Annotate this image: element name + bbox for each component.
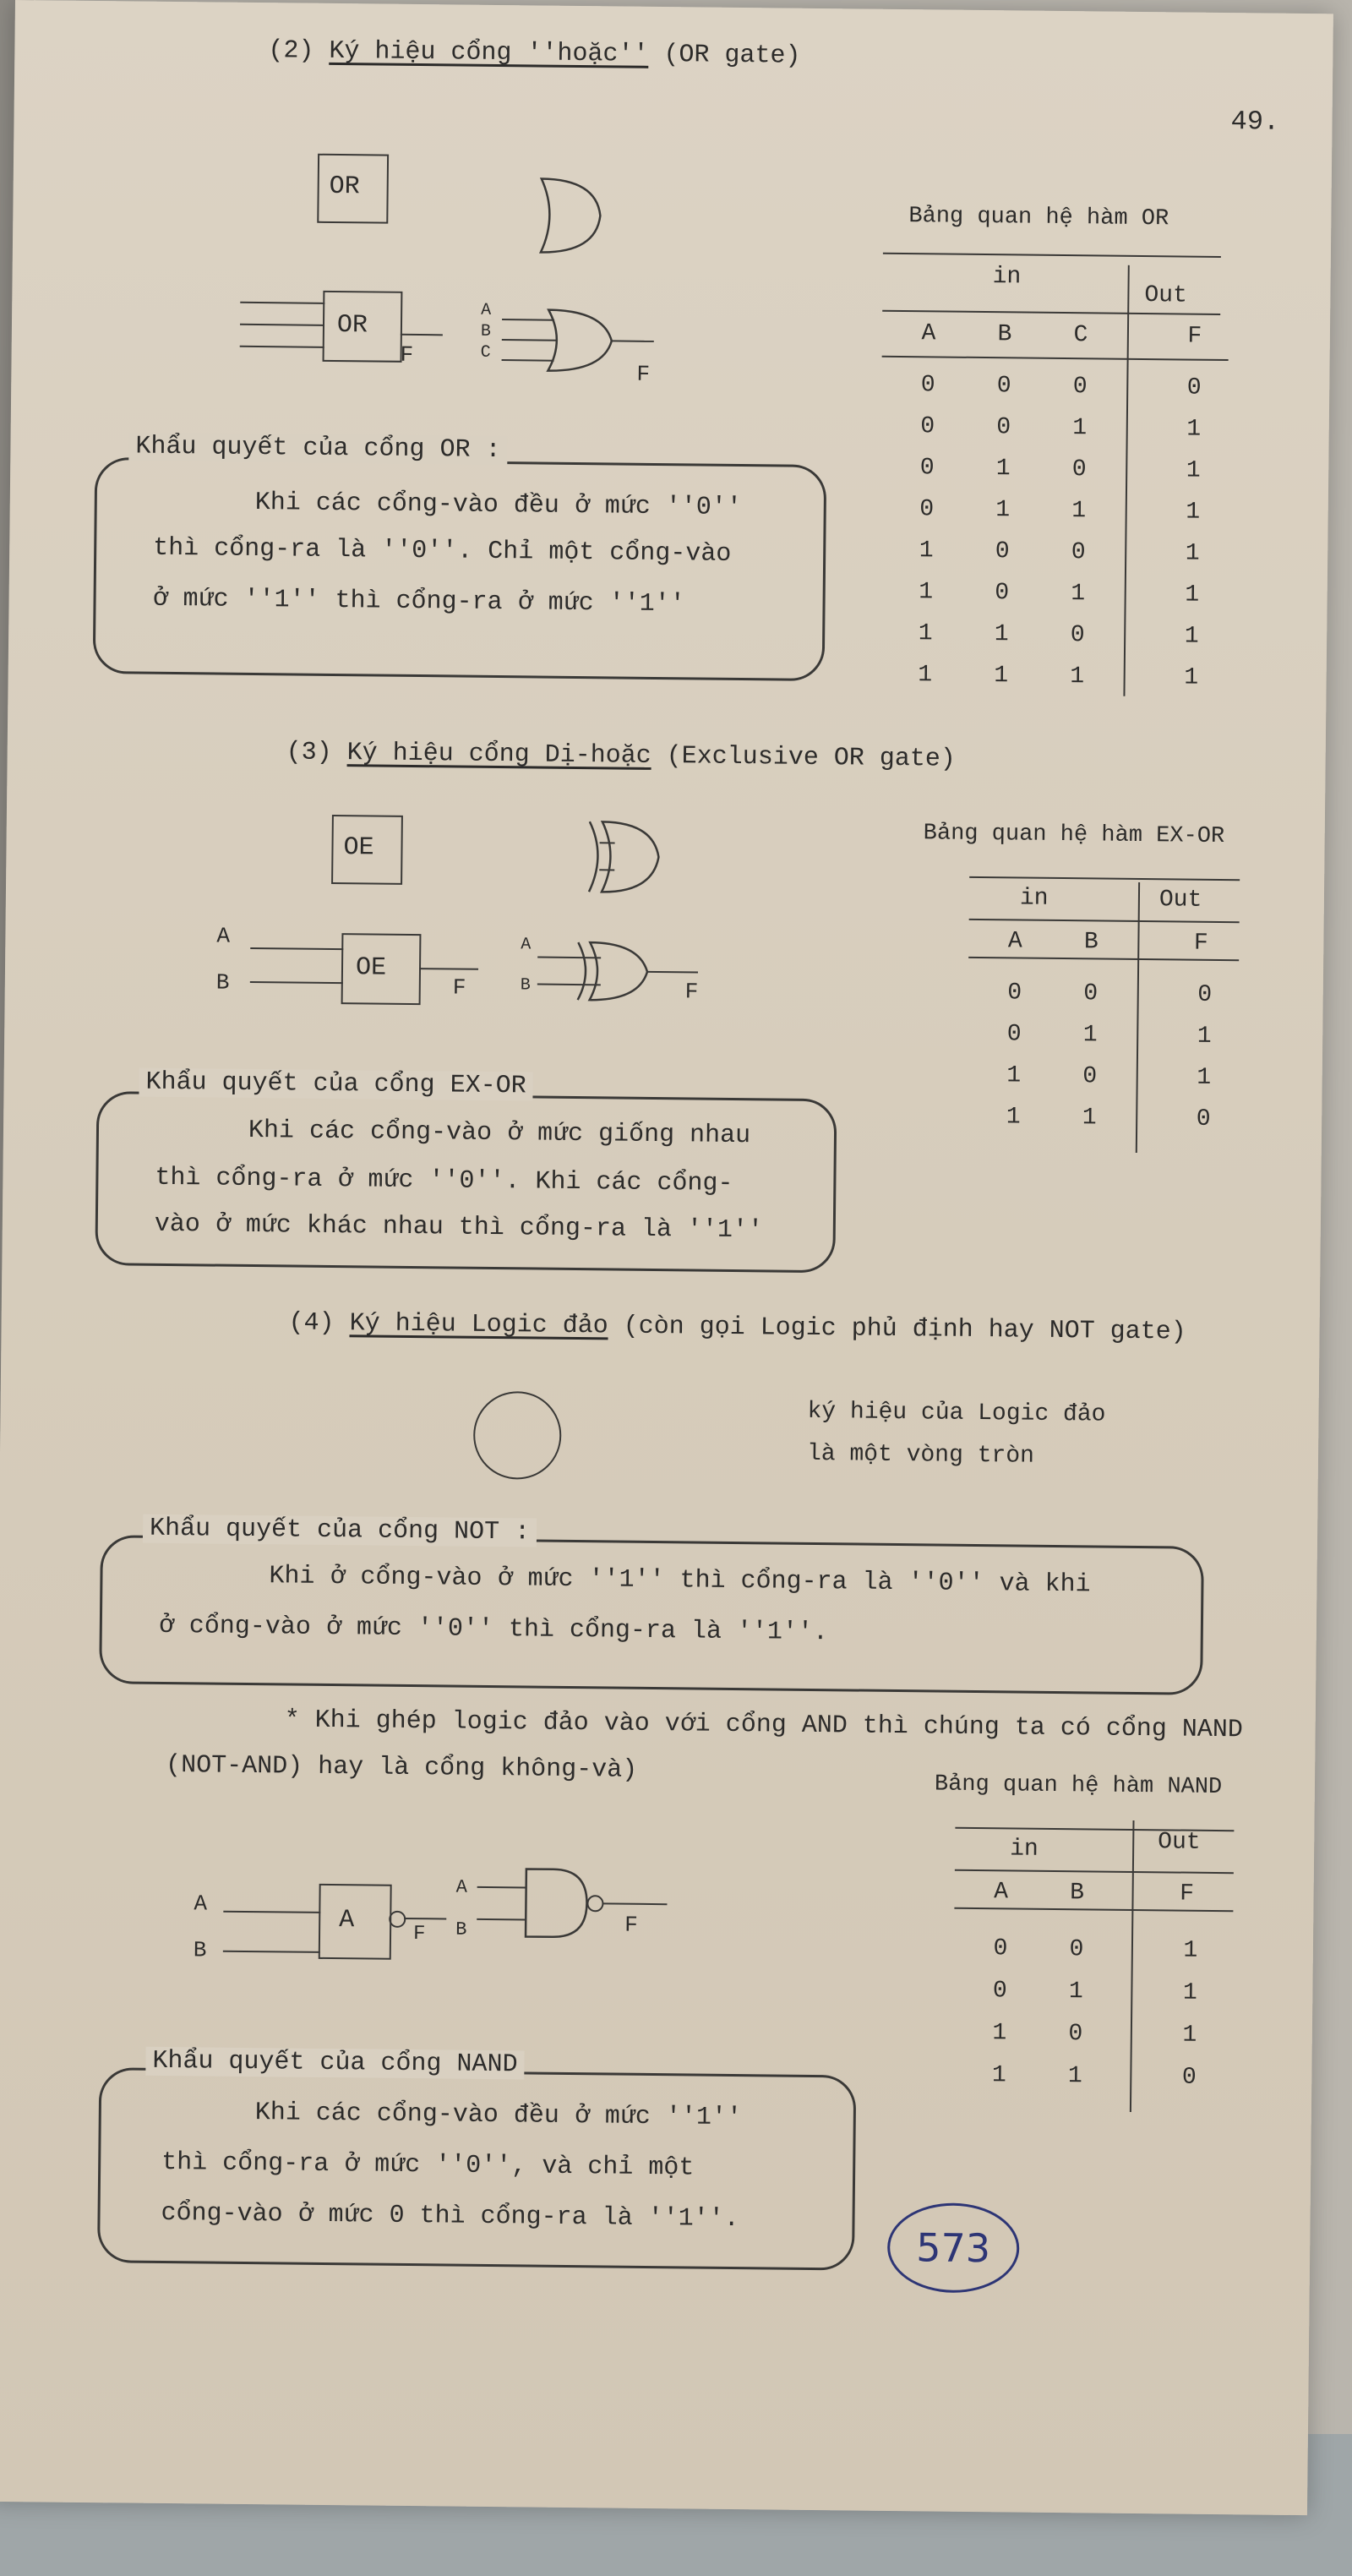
table-cell: 0 xyxy=(1071,539,1086,566)
not-rule-line-1: Khi ở cổng-vào ở mức ''1'' thì cổng-ra là ''0'' và khi xyxy=(269,1562,1091,1600)
not-caption-line-2: là một vòng tròn xyxy=(806,1440,1035,1470)
table-cell: 0 xyxy=(995,580,1010,607)
table-cell: 1 xyxy=(919,579,934,606)
table-cell: 0 xyxy=(1069,1935,1084,1962)
table-cell: 0 xyxy=(996,414,1011,441)
table-row xyxy=(888,488,1251,534)
table-cell: 0 xyxy=(1181,2064,1197,2091)
table-row xyxy=(890,406,1253,451)
or-table-in-header: in xyxy=(992,264,1022,291)
table-cell: 0 xyxy=(1070,622,1085,649)
nand-intro-line-1: * Khi ghép logic đảo vào với cổng AND thì chúng ta có cổng NAND xyxy=(284,1706,1244,1745)
table-row xyxy=(962,2011,1250,2057)
table-cell: 0 xyxy=(1071,456,1087,483)
xor-rule-line-1: Khi các cổng-vào ở mức giống nhau xyxy=(248,1116,751,1151)
or-table-body xyxy=(886,364,1253,699)
not-rule-line-2: ở cổng-vào ở mức ''0'' thì cổng-ra là ''1''. xyxy=(158,1611,829,1648)
or-input-c: C xyxy=(480,342,491,363)
nand-table-out-header: Out xyxy=(1158,1829,1201,1856)
or-shape-symbol xyxy=(537,174,605,259)
table-row xyxy=(977,972,1264,1017)
xor-header-f: F xyxy=(1193,930,1208,957)
xor-section-title: (3) Ký hiệu cổng Dị-hoặc (Exclusive OR gate) xyxy=(286,738,956,774)
table-cell: 1 xyxy=(1182,1979,1197,2006)
table-cell: 1 xyxy=(1184,623,1199,650)
xor-rule-line-3: vào ở mức khác nhau thì cổng-ra là ''1'' xyxy=(154,1209,764,1246)
table-cell: 1 xyxy=(994,663,1009,690)
or-gate-box xyxy=(323,291,403,363)
table-cell: 0 xyxy=(920,372,935,399)
table-cell: 0 xyxy=(1007,980,1022,1007)
xor-header-a: A xyxy=(1007,928,1022,955)
nand-shape-input-b: B xyxy=(455,1918,467,1940)
table-cell: 0 xyxy=(919,455,935,482)
handwritten-page-stamp: 573 xyxy=(887,2202,1020,2294)
table-cell: 1 xyxy=(995,497,1011,524)
table-cell: 1 xyxy=(1186,416,1202,443)
not-rule-title: Khẩu quyết của cổng NOT : xyxy=(143,1514,537,1547)
xor-table-caption: Bảng quan hệ hàm EX-OR xyxy=(923,821,1225,850)
xor-output-label: F xyxy=(452,974,466,1001)
table-cell: 0 xyxy=(919,496,935,523)
or-section-title: (2) Ký hiệu cổng ''hoặc'' (OR gate) xyxy=(268,36,801,71)
nand-shape-input-a: A xyxy=(455,1876,467,1898)
or-input-b: B xyxy=(480,321,492,341)
nand-table-headers xyxy=(962,1872,1241,1914)
not-section-title: (4) Ký hiệu Logic đảo (còn gọi Logic phủ định hay NOT gate) xyxy=(288,1308,1186,1347)
nand-table-caption: Bảng quan hệ hàm NAND xyxy=(934,1771,1223,1801)
table-row xyxy=(975,1055,1262,1100)
nand-header-a: A xyxy=(994,1879,1009,1906)
table-cell: 1 xyxy=(994,621,1009,648)
nand-gate-label: A xyxy=(339,1906,355,1935)
table-row xyxy=(887,613,1251,658)
not-circle-symbol xyxy=(473,1391,562,1480)
nand-input-a: A xyxy=(194,1891,208,1917)
table-cell: 1 xyxy=(1006,1104,1021,1131)
table-cell: 0 xyxy=(1068,2020,1083,2047)
table-cell: 1 xyxy=(1070,663,1085,690)
table-cell: 1 xyxy=(1071,581,1086,608)
xor-shape-input-b: B xyxy=(520,975,531,996)
or-gate-label: OR xyxy=(336,311,368,341)
xor-shape-input-a: A xyxy=(521,935,532,955)
or-rule-line-3: ở mức ''1'' thì cổng-ra ở mức ''1'' xyxy=(152,584,685,619)
table-row xyxy=(975,1096,1262,1141)
table-cell: 1 xyxy=(1067,2062,1082,2089)
xor-box-symbol xyxy=(331,815,403,885)
or-table-headers xyxy=(891,314,1254,357)
nand-rule-line-3: cổng-vào ở mức 0 thì cổng-ra là ''1''. xyxy=(161,2198,739,2235)
nand-shape-output-label: F xyxy=(624,1912,638,1938)
nand-input-b: B xyxy=(193,1937,207,1963)
table-cell: 1 xyxy=(1185,581,1200,609)
table-cell: 1 xyxy=(1068,1978,1083,2005)
xor-shape-symbol xyxy=(581,817,683,903)
xor-rule-title: Khẩu quyết của cổng EX-OR xyxy=(139,1068,532,1101)
or-rule-line-1: Khi các cổng-vào đều ở mức ''0'' xyxy=(254,488,743,523)
nand-rule-line-1: Khi các cổng-vào đều ở mức ''1'' xyxy=(254,2098,743,2133)
table-row xyxy=(889,447,1252,493)
nand-table-in-header: in xyxy=(1009,1836,1039,1863)
table-cell: 1 xyxy=(1072,415,1088,442)
nand-output-label: F xyxy=(412,1923,426,1946)
table-cell: 1 xyxy=(1071,498,1087,525)
table-cell: 1 xyxy=(918,662,933,689)
table-cell: 1 xyxy=(1197,1064,1212,1091)
xor-box-label: OE xyxy=(343,833,374,863)
table-cell: 0 xyxy=(992,1977,1007,2004)
or-box-label: OR xyxy=(329,172,360,202)
xor-header-b: B xyxy=(1083,929,1098,956)
nand-header-b: B xyxy=(1070,1880,1085,1907)
xor-table-headers xyxy=(977,921,1256,963)
or-rule-title: Khẩu quyết của cổng OR : xyxy=(128,432,507,465)
nand-gate-box xyxy=(319,1884,392,1960)
table-row xyxy=(890,364,1253,410)
table-row xyxy=(962,1969,1250,2015)
nand-header-f: F xyxy=(1180,1880,1195,1907)
table-cell: 1 xyxy=(1184,664,1199,691)
page-number: 49. xyxy=(1230,106,1280,138)
table-cell: 1 xyxy=(1183,1937,1198,1964)
table-row xyxy=(976,1013,1263,1058)
xor-table-body xyxy=(975,972,1264,1141)
or-table-out-header: Out xyxy=(1144,282,1187,309)
table-cell: 1 xyxy=(919,538,934,565)
table-cell: 0 xyxy=(1082,1063,1098,1090)
table-cell: 1 xyxy=(1186,457,1201,484)
table-row xyxy=(888,530,1251,576)
table-cell: 0 xyxy=(993,1935,1008,1962)
table-row xyxy=(887,571,1251,617)
xor-gate-label: OE xyxy=(355,953,387,983)
table-cell: 1 xyxy=(1182,2022,1197,2049)
or-output-label: F xyxy=(400,341,414,368)
or-header-b: B xyxy=(997,321,1012,348)
table-cell: 1 xyxy=(1197,1023,1212,1050)
nand-intro-line-2: (NOT-AND) hay là cổng không-và) xyxy=(165,1750,638,1785)
table-cell: 0 xyxy=(995,538,1010,565)
xor-table-out-header: Out xyxy=(1158,887,1202,914)
table-cell: 0 xyxy=(920,413,935,440)
nand-rule-line-2: thì cổng-ra ở mức ''0'', và chỉ một xyxy=(161,2148,695,2183)
table-cell: 1 xyxy=(1082,1105,1097,1132)
table-cell: 0 xyxy=(1072,374,1088,401)
table-cell: 1 xyxy=(1186,499,1201,526)
or-box-symbol xyxy=(317,154,389,224)
table-row xyxy=(886,654,1250,700)
table-cell: 1 xyxy=(991,2061,1006,2088)
table-row xyxy=(961,2054,1249,2099)
or-table-caption: Bảng quan hệ hàm OR xyxy=(908,204,1169,232)
xor-rule-line-2: thì cổng-ra ở mức ''0''. Khi các cổng- xyxy=(155,1163,733,1198)
xor-shape-output-label: F xyxy=(684,979,699,1005)
table-cell: 1 xyxy=(1082,1022,1098,1049)
table-cell: 1 xyxy=(992,2019,1007,2046)
table-cell: 0 xyxy=(1196,1105,1211,1132)
table-cell: 0 xyxy=(1083,980,1098,1007)
table-row xyxy=(962,1927,1251,1973)
table-cell: 1 xyxy=(1185,540,1200,567)
or-rule-line-2: thì cổng-ra là ''0''. Chỉ một cổng-vào xyxy=(153,533,732,569)
xor-input-a: A xyxy=(216,923,231,949)
xor-gate-box xyxy=(341,933,422,1005)
table-cell: 0 xyxy=(1186,374,1202,401)
table-cell: 1 xyxy=(918,620,933,647)
table-cell: 0 xyxy=(1197,981,1213,1008)
or-header-c: C xyxy=(1073,322,1088,349)
table-cell: 1 xyxy=(1006,1062,1022,1089)
nand-table-body xyxy=(961,1927,1250,2099)
or-input-a: A xyxy=(481,300,492,320)
not-caption-line-1: ký hiệu của Logic đảo xyxy=(807,1398,1106,1428)
xor-input-b: B xyxy=(215,969,230,996)
table-cell: 0 xyxy=(1006,1021,1022,1048)
table-cell: 0 xyxy=(996,373,1011,400)
or-header-f: F xyxy=(1187,323,1202,350)
or-header-a: A xyxy=(921,320,936,347)
or-shape-output-label: F xyxy=(636,361,651,387)
nand-rule-title: Khẩu quyết của cổng NAND xyxy=(145,2047,524,2080)
table-cell: 1 xyxy=(995,456,1011,483)
xor-table-in-header: in xyxy=(1019,885,1049,912)
